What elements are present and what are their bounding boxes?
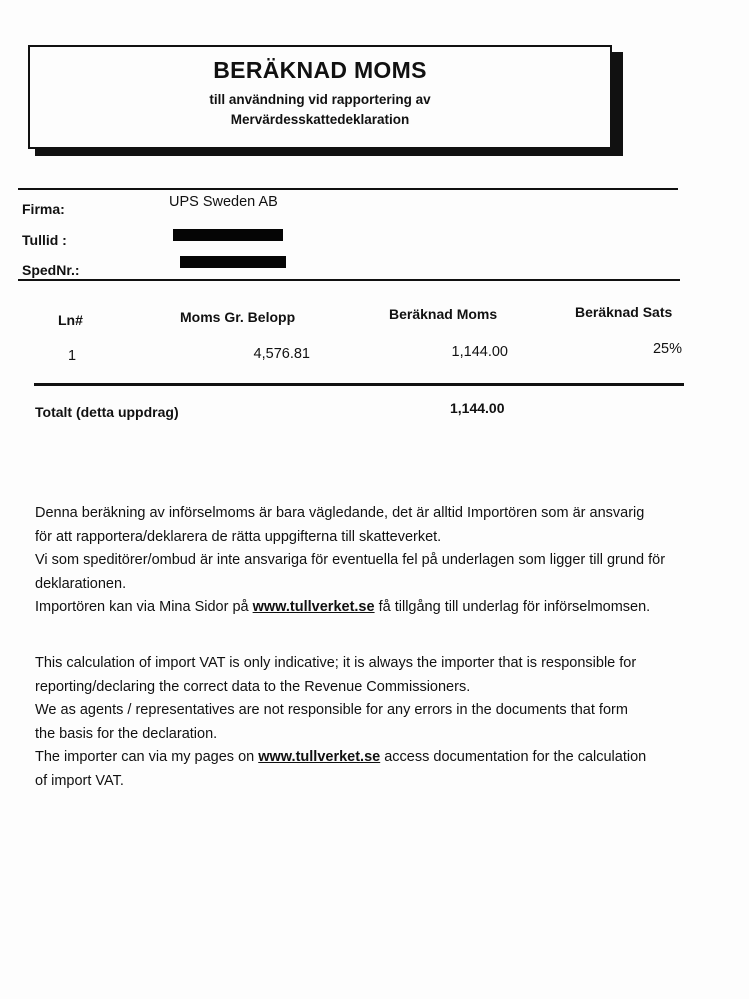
spednr-redaction [180,256,286,268]
subtitle-line-2: Mervärdesskattedeklaration [230,112,410,127]
english-line-5-pre: The importer can via my pages on [35,749,259,765]
tullid-redaction [173,229,283,241]
english-line-1: This calculation of import VAT is only indicative; it is always the importer that is responsible for [35,655,637,671]
row-1-ln: 1 [68,348,77,364]
english-line-5-post: access documentation for the calculation [380,749,647,765]
col-header-moms-gr-belopp: Moms Gr. Belopp [180,309,296,325]
row-1-beraknad-sats: 25% [652,341,682,357]
header-box [28,45,612,149]
document-subtitle [30,90,610,130]
info-bottom-rule [18,279,680,281]
english-line-5 [35,746,735,770]
row-1-moms-gr-belopp: 4,576.81 [253,346,310,362]
swedish-line-5-pre: Importören kan via Mina Sidor på [35,599,253,615]
english-line-2: reporting/declaring the correct data to the Revenue Commissioners. [35,678,471,695]
subtitle-line-1: till användning vid rapportering av [209,92,431,107]
swedish-line-4: deklarationen. [35,575,127,592]
tullid-label: Tullid : [22,232,67,248]
english-disclaimer [35,652,735,793]
tullverket-link-sv[interactable]: www.tullverket.se [252,599,375,615]
swedish-line-2: för att rapportera/deklarera de rätta uppgifterna till skatteverket. [35,528,442,545]
table-bottom-rule [34,383,684,386]
english-line-3: We as agents / representatives are not responsible for any errors in the documents that form [35,702,628,718]
firma-value: UPS Sweden AB [169,194,278,210]
total-value: 1,144.00 [450,400,505,416]
english-line-4: the basis for the declaration. [35,725,218,742]
swedish-line-5 [35,596,735,620]
swedish-line-3: Vi som speditörer/ombud är inte ansvariga för eventuella fel på underlagen som ligger till grund för [35,552,666,568]
col-header-beraknad-moms: Beräknad Moms [389,306,498,322]
col-header-ln: Ln# [58,312,83,328]
tullverket-link-en[interactable]: www.tullverket.se [258,749,381,765]
firma-label: Firma: [22,201,65,217]
col-header-beraknad-sats: Beräknad Sats [575,304,673,320]
spednr-label: SpedNr.: [22,262,80,278]
swedish-line-5-post: få tillgång till underlag för införselmomsen. [374,599,651,615]
swedish-disclaimer [35,502,735,620]
row-1-beraknad-moms: 1,144.00 [451,344,508,360]
document-title: BERÄKNAD MOMS [213,57,427,83]
swedish-line-1: Denna beräkning av införselmoms är bara vägledande, det är alltid Importören som är ansvarig [35,505,645,521]
english-line-6: of import VAT. [35,772,124,789]
total-label: Totalt (detta uppdrag) [35,404,179,420]
info-top-rule [18,188,678,190]
